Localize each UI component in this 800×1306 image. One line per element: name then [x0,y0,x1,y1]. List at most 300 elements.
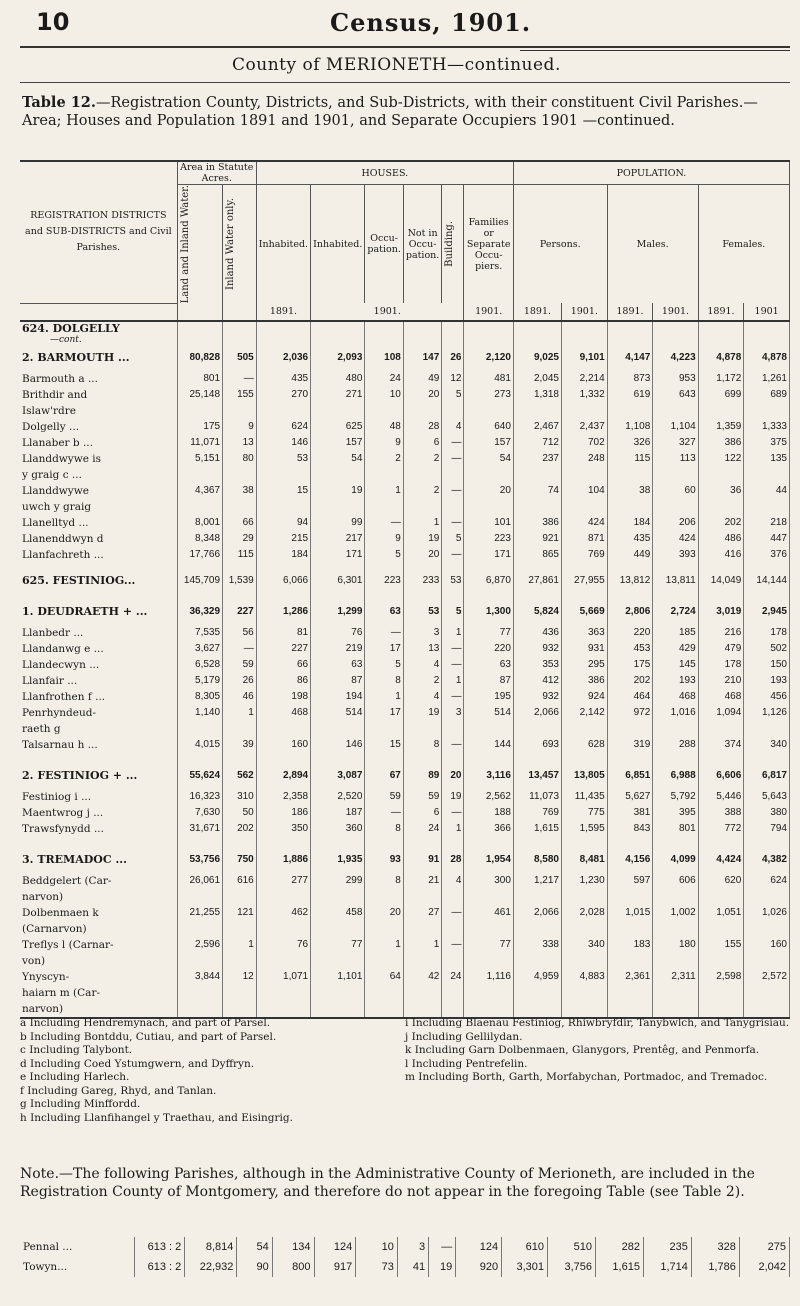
table-cell: 4 [442,419,464,435]
table-cell: 9 [223,419,257,435]
table-cell: 1,051 [698,905,744,921]
table-cell: 121 [223,905,257,921]
houses-group-header: HOUSES. [256,161,513,185]
table-cell [311,321,365,345]
population-group-header: POPULATION. [513,161,789,185]
extra-parishes-table [20,1237,790,1277]
table-cell: 794 [744,821,790,837]
table-cell: 295 [562,657,608,673]
table-cell: 689 [744,387,790,403]
table-cell [177,721,222,737]
table-cell: 6,301 [311,573,365,589]
table-cell [562,921,608,937]
table-cell: 155 [223,387,257,403]
table-cell [223,467,257,483]
table-row [20,953,790,969]
table-cell: 53,756 [177,847,222,873]
table-cell: 193 [744,673,790,689]
table-cell: 4,959 [513,969,561,985]
row-name: Llanfair ... [20,673,177,689]
table-cell: 2,311 [653,969,698,985]
table-cell [744,721,790,737]
table-cell: 2,806 [607,599,653,625]
year-header: 1901. [311,303,464,321]
area-group-header: Area in Statute Acres. [177,161,256,185]
table-cell: 87 [464,673,513,689]
table-cell [177,499,222,515]
table-cell [223,499,257,515]
table-cell: 1,935 [311,847,365,873]
table-title-label: Table 12. [22,94,96,111]
table-cell [464,889,513,905]
table-cell: 66 [256,657,310,673]
table-cell: 60 [653,483,698,499]
table-cell: 3 [442,705,464,721]
table-cell [223,321,257,345]
table-cell: 4 [442,873,464,889]
table-cell: 412 [513,673,561,689]
table-cell: 340 [744,737,790,753]
table-cell: 1,094 [698,705,744,721]
row-name: Treflys l (Carnar- [20,937,177,953]
table-cell: 1,217 [513,873,561,889]
table-cell: 19 [403,531,441,547]
row-name: (Carnarvon) [20,921,177,937]
table-cell: 186 [256,805,310,821]
table-cell: 115 [223,547,257,563]
table-cell [403,721,441,737]
table-cell: 206 [653,515,698,531]
table-cell [177,921,222,937]
table-cell: 4 [403,657,441,673]
table-row [20,403,790,419]
table-row [20,345,790,371]
table-cell: 77 [311,937,365,953]
footnote: h Including Llanfihangel y Traethau, and Eisingrig. [20,1111,293,1124]
header-rule [20,46,790,48]
table-cell [311,985,365,1001]
table-cell: 157 [464,435,513,451]
table-cell: 4,878 [698,345,744,371]
table-row [20,763,790,789]
table-row [20,1001,790,1018]
table-row [20,589,790,599]
table-cell: 1,954 [464,847,513,873]
parish-name: Towyn... [20,1257,135,1277]
table-cell: 1,140 [177,705,222,721]
table-cell: 59 [223,657,257,673]
table-cell: 2,142 [562,705,608,721]
table-cell: 223 [365,573,403,589]
table-row [20,563,790,573]
table-cell: 237 [513,451,561,467]
table-cell: 145 [653,657,698,673]
table-cell [403,467,441,483]
table-row [20,873,790,889]
table-cell: 94 [256,515,310,531]
table-cell: 53 [256,451,310,467]
table-cell: 772 [698,821,744,837]
table-cell [698,985,744,1001]
table-cell: 640 [464,419,513,435]
table-cell: 1,300 [464,599,513,625]
table-cell: 17 [365,705,403,721]
row-name: Beddgelert (Car- [20,873,177,889]
table-cell [464,721,513,737]
table-cell: 1 [365,689,403,705]
table-cell [442,985,464,1001]
footnote: e Including Harlech. [20,1071,130,1083]
table-cell: — [442,657,464,673]
table-cell [223,921,257,937]
table-cell [403,953,441,969]
table-cell: 468 [698,689,744,705]
table-cell: 4,878 [744,345,790,371]
table-cell: 184 [256,547,310,563]
year-header: 1891. [256,303,310,321]
table-cell: 2,520 [311,789,365,805]
table-cell [365,985,403,1001]
table-row [20,969,790,985]
table-cell: 5 [365,547,403,563]
table-cell: 180 [653,937,698,953]
table-cell: 49 [403,371,441,387]
table-cell: 1,015 [607,905,653,921]
table-cell: 135 [744,451,790,467]
table-cell: 435 [256,371,310,387]
table-cell: 1 [442,821,464,837]
table-cell: 16,323 [177,789,222,805]
table-cell: 2,214 [562,371,608,387]
table-cell: 10 [356,1237,398,1257]
year-header: 1901. [562,303,608,321]
table-row [20,515,790,531]
table-row [20,689,790,705]
table-cell: 597 [607,873,653,889]
table-cell [607,721,653,737]
table-cell [365,953,403,969]
table-cell: 871 [562,531,608,547]
table-cell [311,467,365,483]
table-row [20,737,790,753]
table-cell [698,889,744,905]
table-cell: 5,151 [177,451,222,467]
table-cell: 147 [403,345,441,371]
footnote: a Including Hendremynach, and part of Parsel. [20,1017,271,1029]
table-cell: 8,001 [177,515,222,531]
table-cell: 424 [653,531,698,547]
table-cell: 917 [314,1257,356,1277]
table-cell: 924 [562,689,608,705]
footnote: k Including Garn Dolbenmaen, Glanygors, Prentêg, and Penmorfa. [405,1044,760,1056]
table-cell: 53 [403,599,441,625]
table-cell: 4,883 [562,969,608,985]
table-cell: 6 [403,805,441,821]
table-cell: 468 [256,705,310,721]
table-row [20,705,790,721]
table-cell [698,403,744,419]
table-cell [744,921,790,937]
table-cell: 198 [256,689,310,705]
table-row [20,531,790,547]
table-cell [513,1001,561,1018]
table-cell: 1,230 [562,873,608,889]
table-cell: 55,624 [177,763,222,789]
table-row [20,889,790,905]
table-cell: 77 [464,937,513,953]
table-cell: 4 [403,689,441,705]
table-cell: 8,580 [513,847,561,873]
table-cell [256,921,310,937]
table-cell: — [365,805,403,821]
table-cell [562,321,608,345]
table-cell: 319 [607,737,653,753]
table-cell: 15 [365,737,403,753]
table-body [20,321,790,1018]
table-cell [744,953,790,969]
table-cell: 80,828 [177,345,222,371]
table-cell [653,1001,698,1018]
table-cell: 218 [744,515,790,531]
table-cell: 619 [607,387,653,403]
table-cell [256,953,310,969]
table-cell: 12 [442,371,464,387]
table-cell: 146 [311,737,365,753]
table-cell: 28 [442,847,464,873]
table-cell: 3,627 [177,641,222,657]
table-cell [464,403,513,419]
table-cell: 187 [311,805,365,821]
table-cell [607,953,653,969]
table-cell: 375 [744,435,790,451]
table-cell: 1,539 [223,573,257,589]
table-cell: 146 [256,435,310,451]
table-cell [311,921,365,937]
table-row [20,937,790,953]
table-title-text: —Registration County, Districts, and Sub-Districts, with their constituent Civil Parishes.—Area; Houses and Population 1891 and 1901, and Separate Occupiers 1901 —continued. [22,95,758,129]
table-cell: 3,116 [464,763,513,789]
table-cell [562,889,608,905]
table-cell [607,921,653,937]
table-cell: — [442,483,464,499]
table-cell: 3,756 [548,1257,596,1277]
table-cell [365,889,403,905]
table-cell: 1 [442,625,464,641]
row-subtitle: —cont. [50,334,82,345]
table-cell: 1,595 [562,821,608,837]
table-cell: 388 [698,805,744,821]
table-cell: 1,002 [653,905,698,921]
table-cell: 643 [653,387,698,403]
table-cell: 360 [311,821,365,837]
table-cell [513,499,561,515]
table-cell: 99 [311,515,365,531]
table-cell: 202 [607,673,653,689]
table-cell: 7,630 [177,805,222,821]
table-cell: 435 [607,531,653,547]
row-name: y graig c ... [20,467,177,483]
table-cell: — [442,937,464,953]
table-row [20,467,790,483]
table-cell: 328 [691,1237,739,1257]
footnotes-right [405,1017,790,1085]
table-cell: 932 [513,641,561,657]
table-cell: 366 [464,821,513,837]
page-header [0,0,800,90]
table-row [20,821,790,837]
table-cell: 63 [365,599,403,625]
table-cell: 155 [698,937,744,953]
table-cell: 2,945 [744,599,790,625]
in-occupation-header: Occu-pation. [365,185,403,304]
table-cell: 1,116 [464,969,513,985]
table-cell [223,1001,257,1018]
table-cell: 178 [744,625,790,641]
row-name: Talsarnau h ... [20,737,177,753]
table-cell: 1,104 [653,419,698,435]
row-name: Dolbenmaen k [20,905,177,921]
table-cell [311,953,365,969]
county-heading: County of MERIONETH—continued. [232,55,561,75]
table-cell [223,889,257,905]
table-cell [311,1001,365,1018]
inland-water-header: Inland Water only. [223,185,257,304]
table-cell: 39 [223,737,257,753]
table-cell [607,321,653,345]
table-cell: 144 [464,737,513,753]
table-cell: 2,596 [177,937,222,953]
table-cell: 20 [365,905,403,921]
footnote: i Including Blaenau Festiniog, Rhiwbryfdir, Tanybwlch, and Tanygrisiau. [405,1017,790,1029]
table-cell: 6,851 [607,763,653,789]
females-header: Females. [698,185,789,304]
table-cell: 374 [698,737,744,753]
parish-name: Pennal ... [20,1237,135,1257]
row-name: Llandanwg e ... [20,641,177,657]
table-cell: 6,817 [744,763,790,789]
table-cell: — [442,689,464,705]
table-cell: 171 [311,547,365,563]
table-cell: 628 [562,737,608,753]
table-cell [177,403,222,419]
table-cell: 202 [698,515,744,531]
table-cell: 8,305 [177,689,222,705]
table-cell: 386 [698,435,744,451]
table-cell: 4,223 [653,345,698,371]
table-cell: 8 [403,737,441,753]
table-cell: 219 [311,641,365,657]
table-cell [744,403,790,419]
table-cell [464,321,513,345]
footnote: b Including Bontddu, Cutiau, and part of Parsel. [20,1030,277,1043]
table-cell [365,321,403,345]
table-cell [442,921,464,937]
row-name: Islaw'rdre [20,403,177,419]
row-name: 2. BARMOUTH ... [20,345,177,371]
table-cell: 510 [548,1237,596,1257]
table-cell: 42 [403,969,441,985]
table-cell [653,499,698,515]
table-cell: 1,333 [744,419,790,435]
table-cell: 8 [365,873,403,889]
table-row [20,721,790,737]
table-cell [653,721,698,737]
table-cell: 702 [562,435,608,451]
table-cell [442,403,464,419]
table-cell: 115 [607,451,653,467]
table-cell [698,953,744,969]
table-cell: 36,329 [177,599,222,625]
table-cell [513,953,561,969]
table-cell [442,321,464,345]
table-row [20,985,790,1001]
table-cell: 2,120 [464,345,513,371]
table-cell: — [223,371,257,387]
table-cell [442,467,464,483]
table-cell: 20 [403,547,441,563]
table-cell: 282 [595,1237,643,1257]
row-name: Maentwrog j ... [20,805,177,821]
table-cell: 5,824 [513,599,561,625]
table-cell: 157 [311,435,365,451]
footnote: m Including Borth, Garth, Morfabychan, Portmadoc, and Tremadoc. [405,1071,768,1083]
table-cell: 502 [744,641,790,657]
families-header: Families or Separate Occu-piers. [464,185,513,304]
row-name: von) [20,953,177,969]
table-cell: 1,172 [698,371,744,387]
table-cell: 227 [223,599,257,625]
table-cell [607,467,653,483]
table-cell: 73 [356,1257,398,1277]
table-cell: 11,073 [513,789,561,805]
table-cell: 5,179 [177,673,222,689]
table-cell: 21,255 [177,905,222,921]
table-cell: 8,814 [185,1237,237,1257]
table-cell: 17 [365,641,403,657]
table-cell: 288 [653,737,698,753]
table-cell: 188 [464,805,513,821]
row-name: Trawsfynydd ... [20,821,177,837]
table-cell: 193 [653,673,698,689]
table-cell: 468 [653,689,698,705]
table-cell [744,321,790,345]
running-head: Census, 1901. [330,8,532,37]
table-cell: 50 [223,805,257,821]
table-cell: 340 [562,937,608,953]
table-cell: — [429,1237,456,1257]
table-cell: 10 [365,387,403,403]
table-cell [607,1001,653,1018]
table-cell: 77 [464,625,513,641]
table-cell [464,985,513,1001]
table-cell: 175 [177,419,222,435]
table-row [20,837,790,847]
table-cell: 275 [739,1237,789,1257]
row-name: Llanfrothen f ... [20,689,177,705]
table-cell: 24 [442,969,464,985]
table-cell [562,953,608,969]
table-row [20,387,790,403]
table-cell: 514 [311,705,365,721]
table-cell: 2 [403,451,441,467]
row-name: Brithdir and [20,387,177,403]
table-cell: 64 [365,969,403,985]
table-cell: 2,361 [607,969,653,985]
table-cell: 480 [311,371,365,387]
table-cell: 395 [653,805,698,821]
table-cell [513,321,561,345]
table-cell: 194 [311,689,365,705]
